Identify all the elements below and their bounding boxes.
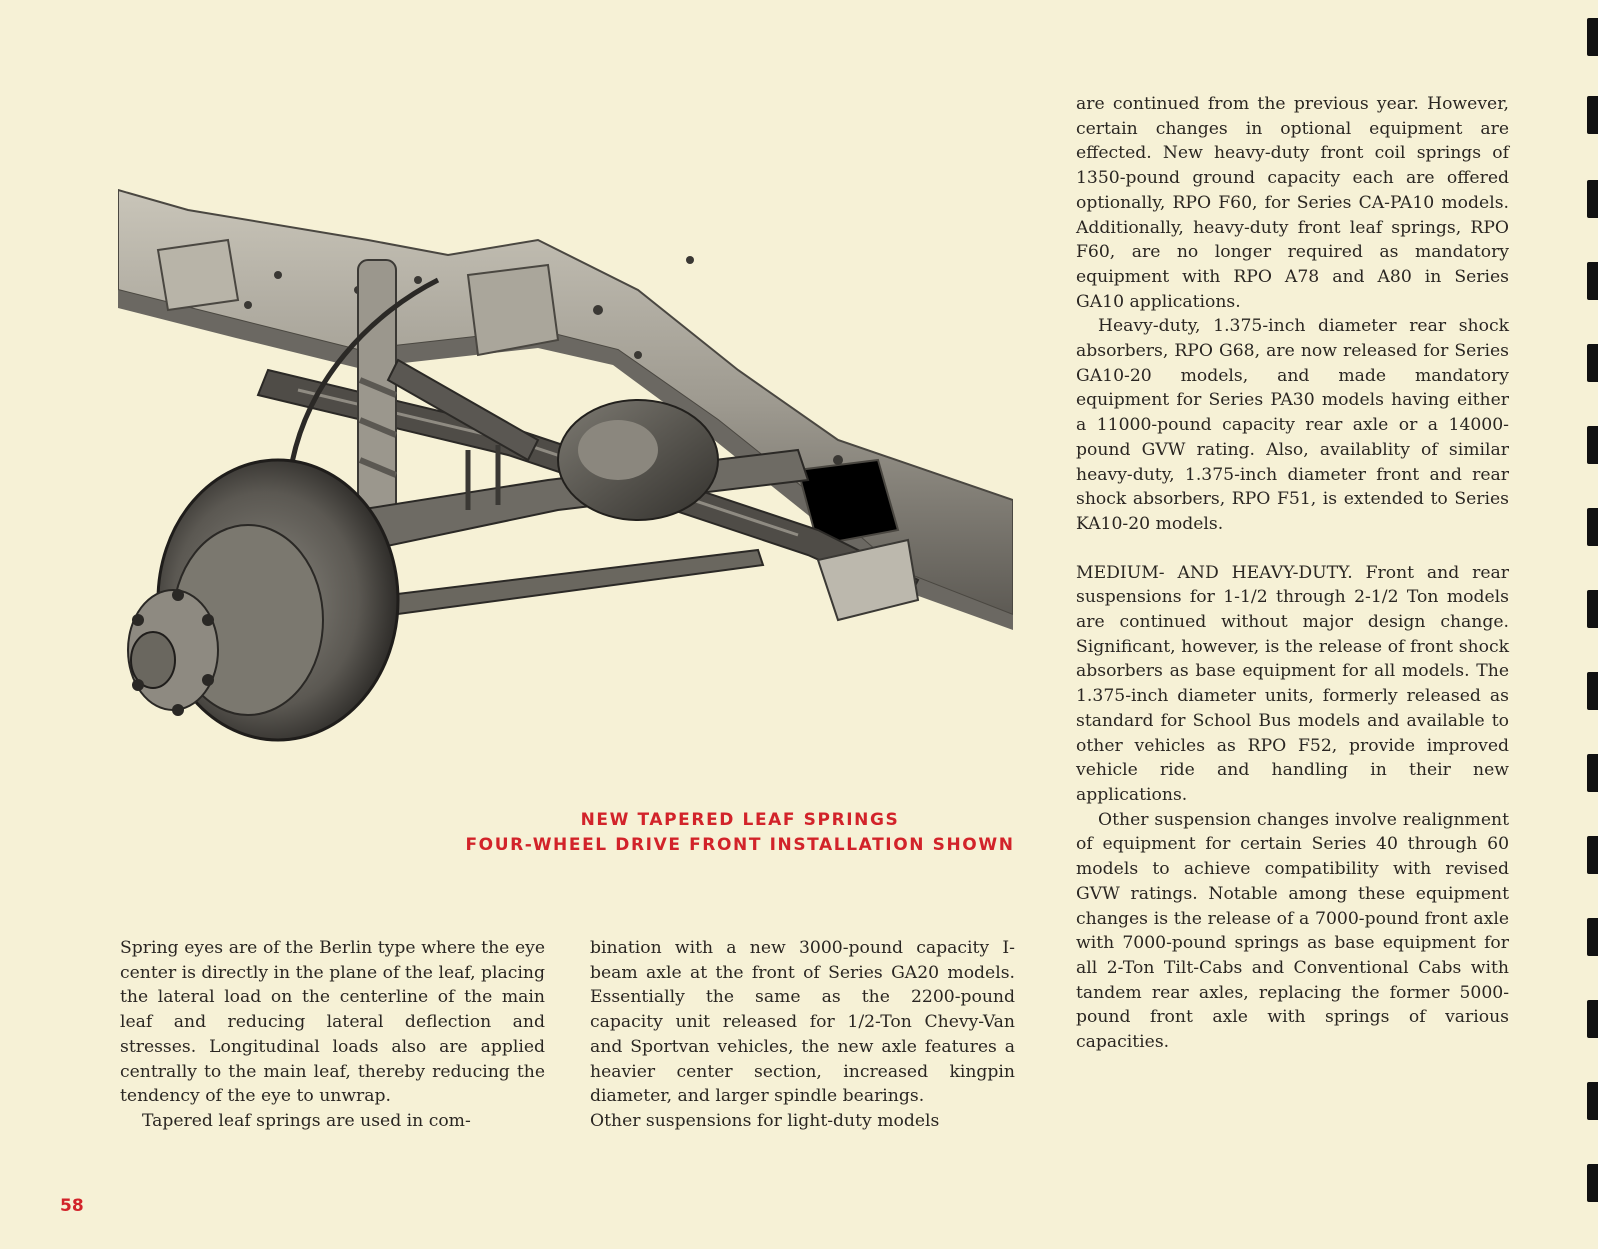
page-number: 58 <box>60 1196 84 1216</box>
paragraph: bination with a new 3000-pound capacity I-beam axle at the front of Series GA20 models. Essentially the same as the 2200-pound capacity unit released for 1/2-Ton Chevy-Van and Sportvan vehicles, the new axle features a heavier center section, increased kingpin diameter, and larger spindle bearings. <box>590 938 1015 1107</box>
paragraph: Other suspensions for light-duty models <box>590 1110 940 1131</box>
paragraph: Tapered leaf springs are used in com- <box>142 1110 471 1131</box>
binding-hole <box>1587 672 1598 710</box>
axle-suspension-photo <box>118 180 1013 780</box>
binding-hole <box>1587 262 1598 300</box>
binding-hole <box>1587 96 1598 134</box>
text-column-3 <box>1076 92 1509 1055</box>
binding-hole <box>1587 836 1598 874</box>
binding-hole <box>1587 344 1598 382</box>
binding-hole <box>1587 18 1598 56</box>
binding-hole <box>1587 508 1598 546</box>
text-column-2 <box>590 936 1015 1134</box>
paragraph: Heavy-duty, 1.375-inch diameter rear shock absorbers, RPO G68, are now released for Series GA10-20 models, and made mandatory equipment for Series PA30 models having either a 11000-pound capacity rear axle or a 14000-pound GVW rating. Also, availablity of similar heavy-duty, 1.375-inch diameter front and rear shock absorbers, RPO F51, is extended to Series KA10-20 models. <box>1076 316 1509 534</box>
paragraph: Other suspension changes involve realignment of equipment for certain Series 40 through 60 models to achieve compatibility with revised GVW ratings. Notable among these equipment changes is the release of a 7000-pound front axle with 7000-pound springs as base equipment for all 2-Ton Tilt-Cabs and Conventional Cabs with tandem rear axles, replacing the former 5000-pound front axle with springs of various capacities. <box>1076 809 1509 1053</box>
binding-hole <box>1587 426 1598 464</box>
binding-hole <box>1587 180 1598 218</box>
binding-hole <box>1587 1000 1598 1038</box>
photo-caption <box>430 808 1050 858</box>
binding-hole <box>1587 590 1598 628</box>
binding-hole <box>1587 754 1598 792</box>
caption-line-2: FOUR-WHEEL DRIVE FRONT INSTALLATION SHOWN <box>465 835 1015 855</box>
caption-line-1: NEW TAPERED LEAF SPRINGS <box>580 810 900 830</box>
paragraph: MEDIUM- AND HEAVY-DUTY. Front and rear suspensions for 1-1/2 through 2-1/2 Ton models are continued without major design change. Significant, however, is the release of front shock absorbers as base equipment for all models. The 1.375-inch diameter units, formerly released as standard for School Bus models and available to other vehicles as RPO F52, provide improved vehicle ride and handling in their new applications. <box>1076 562 1509 805</box>
binding-hole <box>1587 1082 1598 1120</box>
binding-hole <box>1587 918 1598 956</box>
binding-holes <box>1586 0 1598 1249</box>
text-column-1 <box>120 936 545 1134</box>
paragraph: are continued from the previous year. However, certain changes in optional equipment are effected. New heavy-duty front coil springs of 1350-pound ground capacity each are offered optionally, RPO F60, for Series CA-PA10 models. Additionally, heavy-duty front leaf springs, RPO F60, are no longer required as mandatory equipment with RPO A78 and A80 in Series GA10 applications. <box>1076 94 1509 312</box>
binding-hole <box>1587 1164 1598 1202</box>
paragraph: Spring eyes are of the Berlin type where the eye center is directly in the plane of the leaf, placing the lateral load on the centerline of the main leaf and reducing lateral deflection and stresses. Longitudinal loads also are applied centrally to the main leaf, thereby reducing the tendency of the eye to unwrap. <box>120 938 545 1107</box>
axle-suspension-photo-icon <box>118 180 1013 780</box>
